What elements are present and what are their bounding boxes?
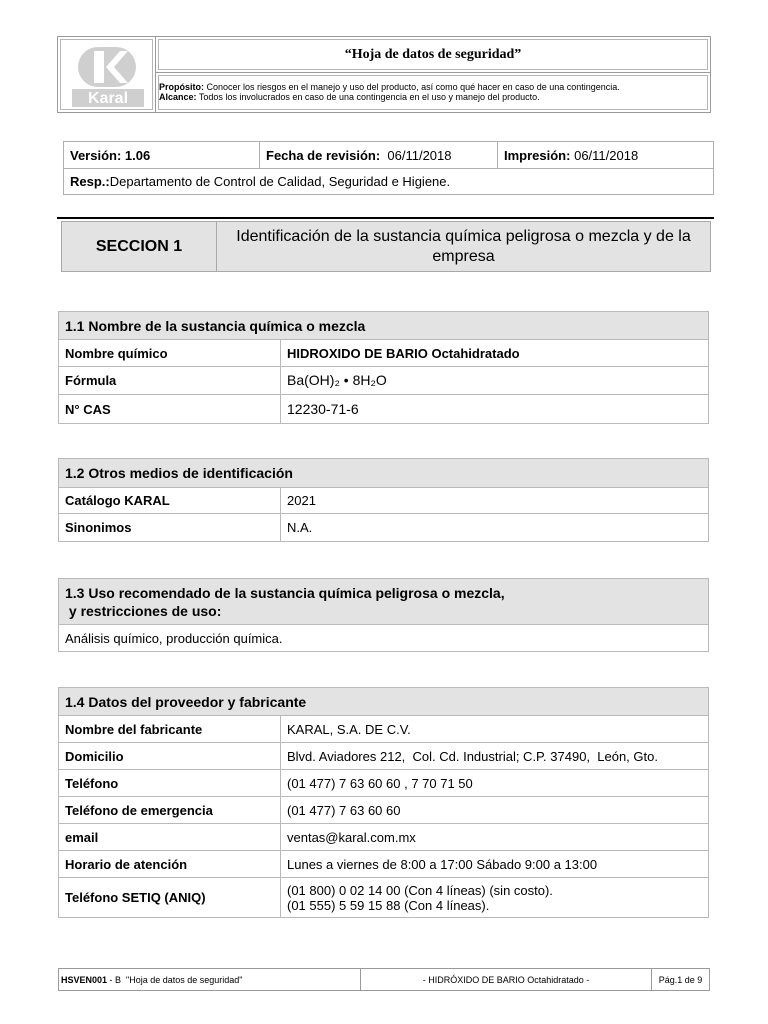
- table-row: [59, 395, 708, 423]
- row-value: KARAL, S.A. DE C.V.: [287, 721, 411, 737]
- section-divider: [57, 217, 714, 219]
- footer-code: HSVEN001: [61, 974, 108, 985]
- karal-logo: [72, 45, 144, 107]
- row-key: Horario de atención: [59, 851, 281, 877]
- heading-line: 1.3 Uso recomendado de la sustancia química peligrosa o mezcla,: [65, 584, 505, 601]
- heading-line: y restricciones de uso:: [65, 602, 222, 619]
- responsible-row: [64, 168, 713, 194]
- row-value: Lunes a viernes de 8:00 a 17:00 Sábado 9:00 a 13:00: [287, 856, 598, 872]
- footer-doc: - B "Hoja de datos de seguridad": [107, 974, 243, 985]
- section-number: SECCION 1: [62, 222, 217, 271]
- row-key: N° CAS: [59, 395, 281, 423]
- table-row: [59, 716, 708, 743]
- row-key: Fórmula: [59, 367, 281, 394]
- logo-cell: [58, 37, 156, 112]
- row-key: Sinonimos: [59, 514, 281, 541]
- table-heading: 1.4 Datos del proveedor y fabricante: [59, 688, 708, 716]
- row-key: Teléfono SETIQ (ANIQ): [59, 878, 281, 917]
- row-value: 12230-71-6: [287, 400, 359, 417]
- row-key: Teléfono: [59, 770, 281, 796]
- page-footer: [58, 968, 710, 991]
- version-row: [64, 142, 713, 169]
- document-title: “Hoja de datos de seguridad”: [344, 46, 522, 62]
- row-value: (01 477) 7 63 60 60: [287, 802, 401, 818]
- logo-text: Karal: [87, 90, 129, 107]
- table-row: [59, 797, 708, 824]
- row-value: HIDROXIDO DE BARIO Octahidratado: [287, 345, 520, 361]
- table-row: [59, 625, 708, 651]
- row-key: Catálogo KARAL: [59, 488, 281, 513]
- row-value: Blvd. Aviadores 212, Col. Cd. Industrial; C.P. 37490, León, Gto.: [287, 748, 658, 764]
- table-substance-name: [58, 311, 709, 424]
- purpose-label: Propósito:: [159, 82, 204, 92]
- version-label: Versión: 1.06: [70, 147, 151, 163]
- revision-date-cell: [260, 142, 498, 168]
- footer-page-number: Pág.1 de 9: [651, 969, 709, 990]
- scope-label: Alcance:: [159, 92, 197, 102]
- table-row: [59, 851, 708, 878]
- responsible-value: Departamento de Control de Calidad, Seguridad e Higiene.: [109, 173, 451, 189]
- table-recommended-use: [58, 578, 709, 652]
- print-label: Impresión:: [504, 147, 571, 163]
- row-key: Teléfono de emergencia: [59, 797, 281, 823]
- print-value: 06/11/2018: [574, 147, 639, 163]
- table-heading: 1.2 Otros medios de identificación: [59, 459, 708, 488]
- footer-doc-ref: [61, 969, 361, 990]
- document-header: [57, 36, 711, 113]
- scope-text: Todos los involucrados en caso de una contingencia en el uso y manejo del producto.: [196, 92, 540, 102]
- purpose-cell: [156, 73, 710, 112]
- version-cell: [64, 142, 260, 168]
- responsible-cell: [64, 168, 713, 194]
- row-value: 2021: [287, 493, 316, 508]
- revision-label: Fecha de revisión:: [266, 147, 381, 163]
- table-row: [59, 340, 708, 367]
- row-key: Domicilio: [59, 743, 281, 769]
- version-block: [63, 141, 714, 195]
- row-key: Nombre químico: [59, 340, 281, 366]
- section-title: Identificación de la sustancia química peligrosa o mezcla y de la empresa: [236, 227, 691, 265]
- purpose-text: Conocer los riesgos en el manejo y uso del producto, así como qué hacer en caso de una contingencia.: [204, 82, 620, 92]
- table-other-identification: [58, 458, 709, 542]
- table-heading: [59, 579, 708, 625]
- row-value: Análisis químico, producción química.: [65, 630, 283, 646]
- table-supplier-data: [58, 687, 709, 918]
- row-value: N.A.: [287, 520, 313, 535]
- responsible-label: Resp.:: [70, 173, 110, 189]
- row-value: (01 800) 0 02 14 00 (Con 4 líneas) (sin costo). (01 555) 5 59 15 88 (Con 4 líneas).: [287, 882, 553, 913]
- row-key: email: [59, 824, 281, 850]
- table-row: [59, 770, 708, 797]
- table-row: [59, 824, 708, 851]
- section-banner: [61, 221, 711, 272]
- table-row: [59, 878, 708, 917]
- table-row: [59, 514, 708, 541]
- table-row: [59, 743, 708, 770]
- row-value: (01 477) 7 63 60 60 , 7 70 71 50: [287, 775, 473, 791]
- document-title-cell: [156, 37, 710, 73]
- revision-value: 06/11/2018: [387, 147, 452, 163]
- footer-product: - HIDRÓXIDO DE BARIO Octahidratado -: [422, 974, 590, 985]
- table-heading: 1.1 Nombre de la sustancia química o mezcla: [59, 312, 708, 340]
- email-link[interactable]: ventas@karal.com.mx: [287, 829, 416, 845]
- table-row: [59, 367, 708, 395]
- print-date-cell: [498, 142, 713, 168]
- table-row: [59, 488, 708, 514]
- row-value: Ba(OH)₂ • 8H₂O: [287, 372, 387, 388]
- row-key: Nombre del fabricante: [59, 716, 281, 742]
